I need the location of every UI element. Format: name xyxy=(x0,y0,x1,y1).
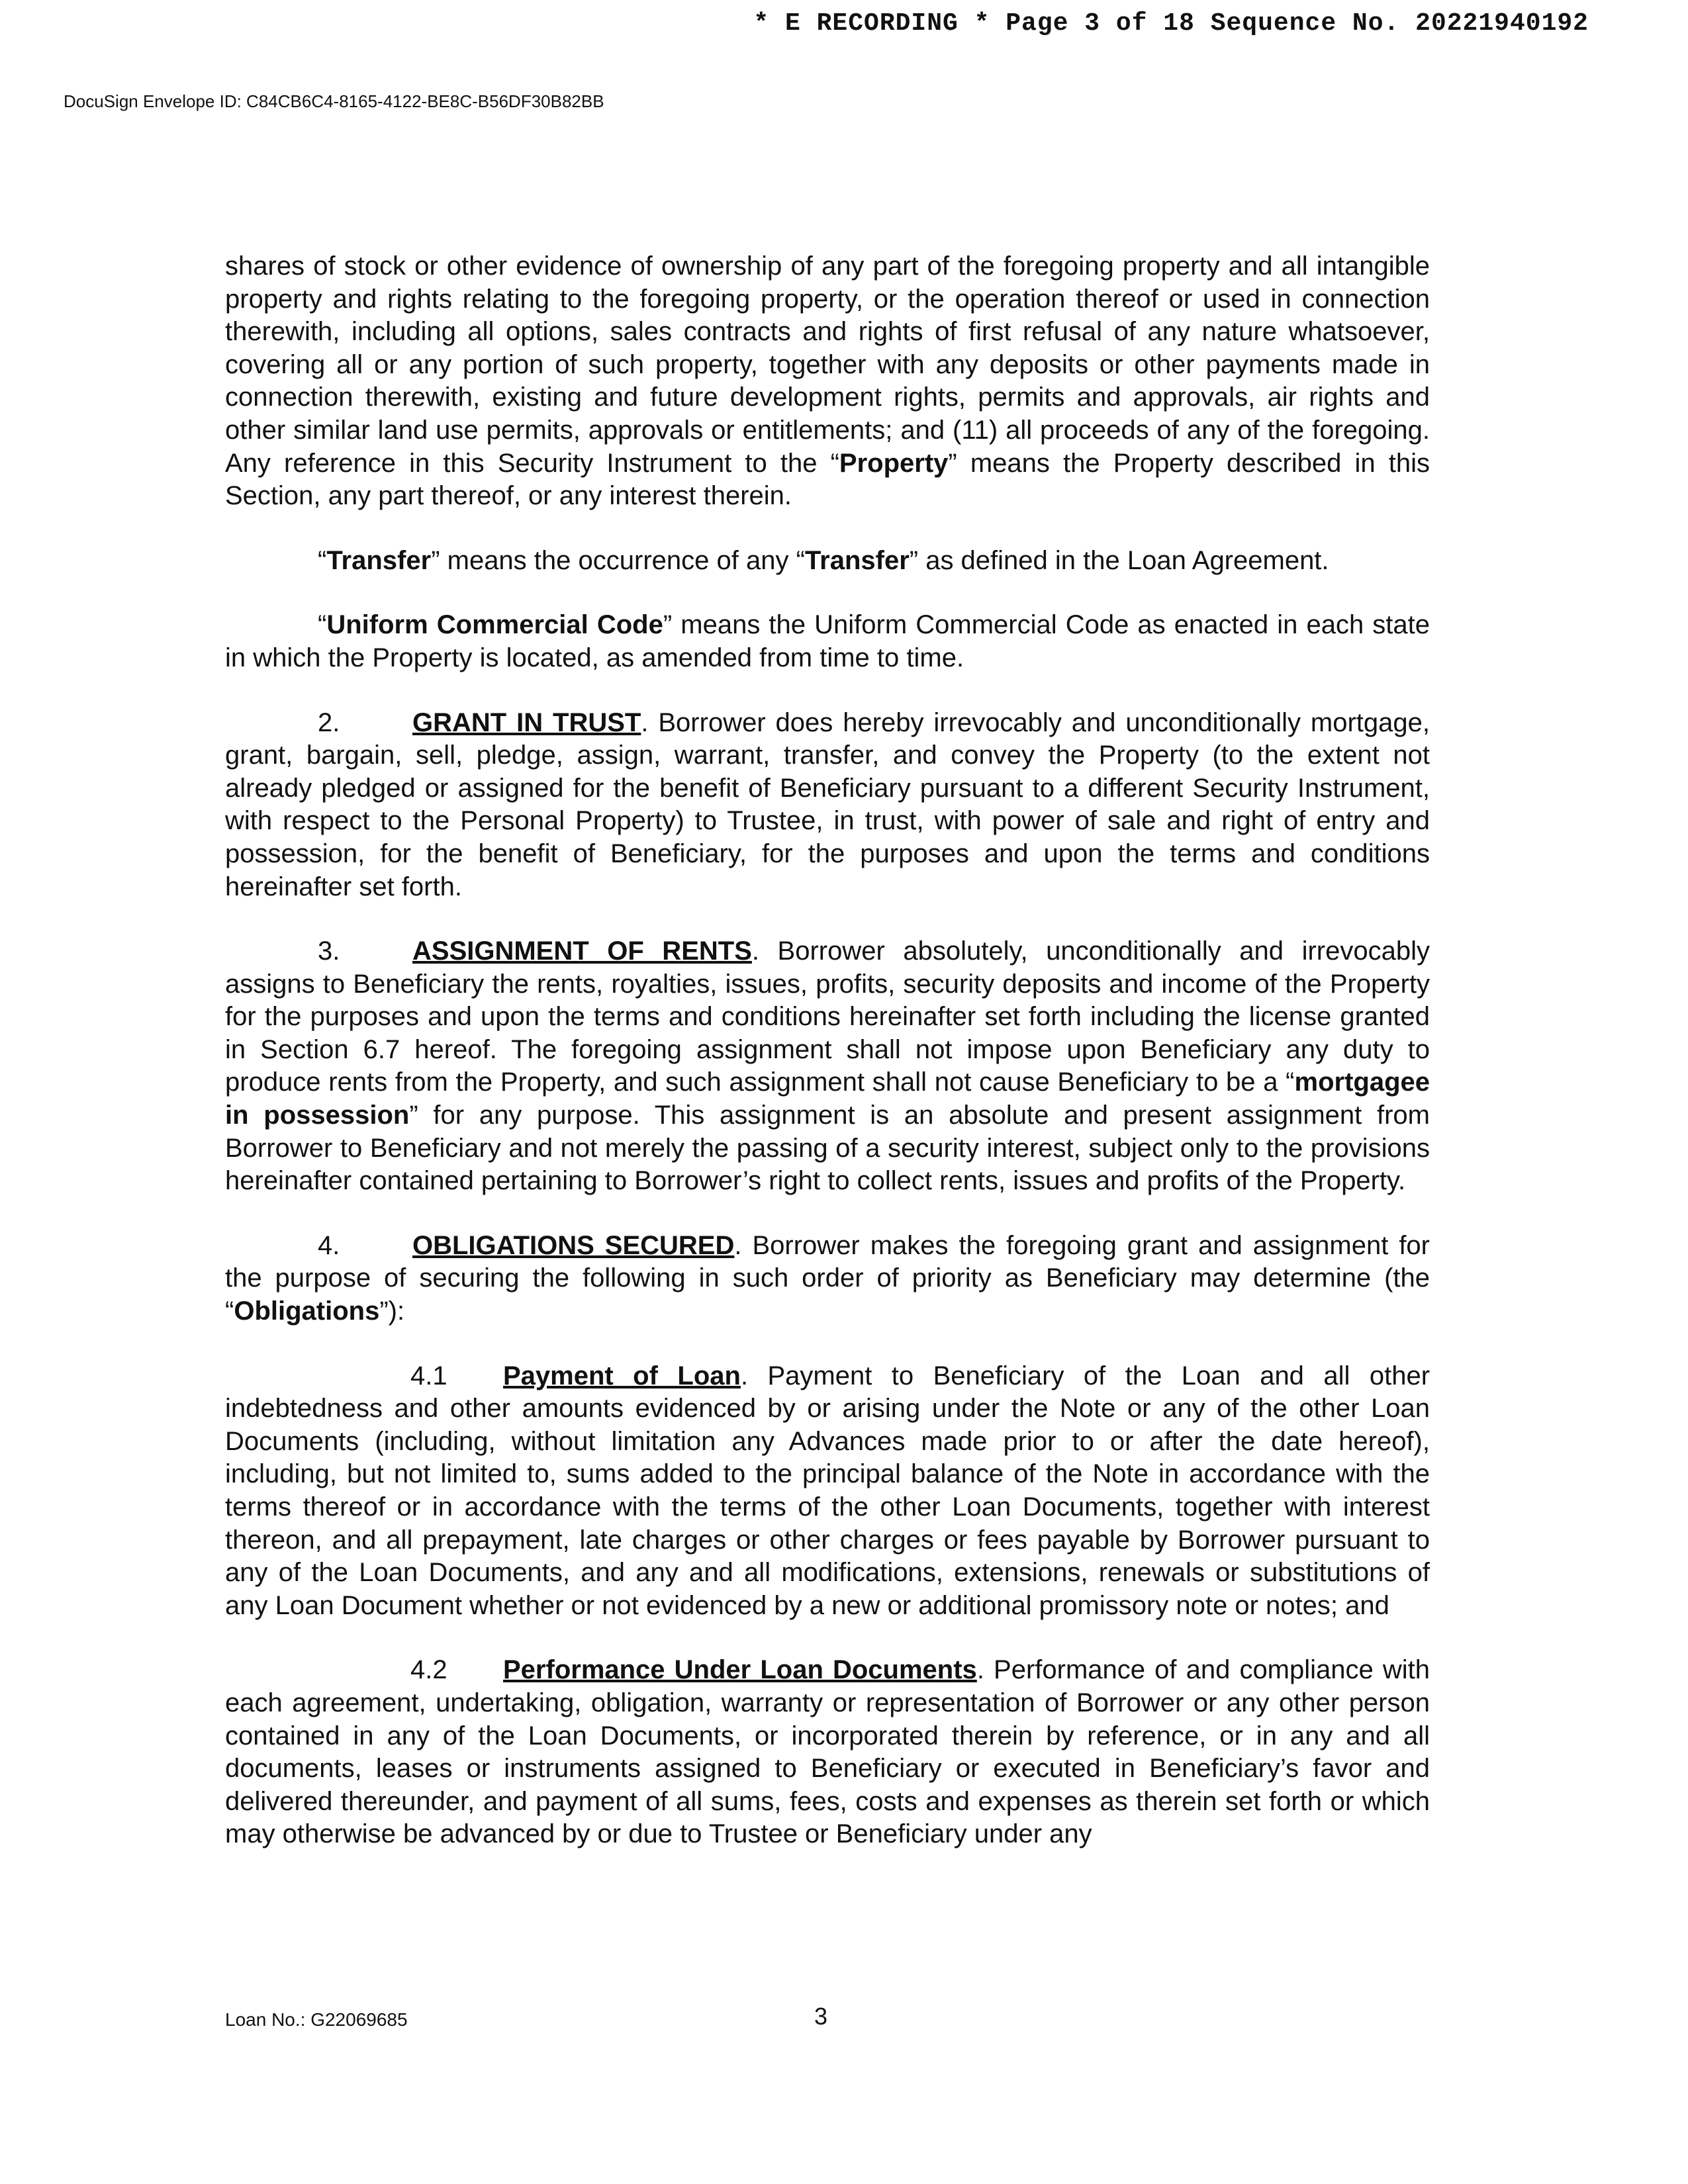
section-heading: Payment of Loan xyxy=(503,1361,741,1390)
paragraph-text: ”): xyxy=(379,1297,405,1326)
section-4-obligations-secured xyxy=(225,1230,1430,1328)
section-number: 4. xyxy=(318,1230,340,1260)
section-3-assignment-of-rents xyxy=(225,935,1430,1198)
paragraph-text: “ xyxy=(318,610,327,640)
section-2-grant-in-trust xyxy=(225,707,1430,904)
document-body xyxy=(225,250,1430,1851)
page-number: 3 xyxy=(814,2003,828,2030)
defined-term-transfer-ref: Transfer xyxy=(804,545,910,575)
paragraph-text: . Borrower makes the foregoing grant and assignment for the purpose of securing the following in such order of priority as Beneficiary may determine (the “ xyxy=(225,1230,1430,1326)
section-heading: GRANT IN TRUST xyxy=(412,707,641,737)
docusign-envelope-id: DocuSign Envelope ID: C84CB6C4-8165-4122-BE8C-B56DF30B82BB xyxy=(64,91,604,111)
paragraph-text: ” as defined in the Loan Agreement. xyxy=(909,545,1329,575)
section-number: 2. xyxy=(318,707,340,737)
paragraph-text: . Performance of and compliance with each agreement, undertaking, obligation, warranty or representation of Borrower or any other person contained in any of the Loan Documents, or incorporated therein by reference, or in any and all documents, leases or instruments assigned to Beneficiary or executed in Beneficiary’s favor and delivered thereunder, and payment of all sums, fees, costs and expenses as therein set forth or which may otherwise be advanced by or due to Trustee or Beneficiary under any xyxy=(225,1655,1430,1849)
paragraph-text: . Borrower absolutely, unconditionally and irrevocably assigns to Beneficiary the rents, royalties, issues, profits, security deposits and income of the Property for the purposes and upon the terms and conditions hereinafter set forth including the license granted in Section 6.7 hereof. The foregoing assignment shall not impose upon Beneficiary any duty to produce rents from the Property, and such assignment shall not cause Beneficiary to be a “ xyxy=(225,936,1430,1097)
paragraph-text: . Borrower does hereby irrevocably and unconditionally mortgage, grant, bargain, sell, pledge, assign, warrant, transfer, and convey the Property (to the extent not already pledged or assigned for the benefit of Beneficiary pursuant to a different Security Instrument, with respect to the Personal Property) to Trustee, in trust, with power of sale and right of entry and possession, for the benefit of Beneficiary, for the purposes and upon the terms and conditions hereinafter set forth. xyxy=(225,707,1430,901)
defined-term-property: Property xyxy=(839,448,949,478)
defined-term-obligations: Obligations xyxy=(234,1297,380,1326)
ucc-definition-paragraph xyxy=(225,609,1430,674)
defined-term-mortgagee: mortgagee in possession xyxy=(225,1068,1430,1130)
section-number: 4.2 xyxy=(410,1655,447,1685)
recording-stamp: * E RECORDING * Page 3 of 18 Sequence No. 20221940192 xyxy=(753,9,1589,38)
transfer-definition-paragraph xyxy=(225,545,1430,578)
paragraph-text: ” means the occurrence of any “ xyxy=(431,545,805,575)
defined-term-transfer: Transfer xyxy=(326,545,432,575)
paragraph-text: “ xyxy=(318,545,327,575)
paragraph-text: shares of stock or other evidence of ownership of any part of the foregoing property and all intangible property and rights relating to the foregoing property, or the operation thereof or used in connection therewith, including all options, sales contracts and rights of first refusal of any nature whatsoever, covering all or any portion of such property, together with any deposits or other payments made in connection therewith, existing and future development rights, permits and approvals, air rights and other similar land use permits, approvals or entitlements; and (11) all proceeds of any of the foregoing. Any reference in this Security Instrument to the “ xyxy=(225,251,1430,478)
property-definition-paragraph xyxy=(225,250,1430,513)
section-4-1-payment-of-loan xyxy=(225,1360,1430,1623)
paragraph-text: . Payment to Beneficiary of the Loan and all other indebtedness and other amounts evidenced by or arising under the Note or any of the other Loan Documents (including, without limitation any Advances made prior to or after the date hereof), including, but not limited to, sums added to the principal balance of the Note in accordance with the terms thereof or in accordance with the terms of the other Loan Documents, together with interest thereon, and all prepayment, late charges or other charges or fees payable by Borrower pursuant to any of the Loan Documents, and any and all modifications, extensions, renewals or substitutions of any Loan Document whether or not evidenced by a new or additional promissory note or notes; and xyxy=(225,1361,1430,1620)
section-number: 4.1 xyxy=(410,1361,447,1390)
defined-term-ucc: Uniform Commercial Code xyxy=(326,610,663,640)
paragraph-text: ” means the Uniform Commercial Code as enacted in each state in which the Property is located, as amended from time to time. xyxy=(225,610,1430,672)
paragraph-text: ” for any purpose. This assignment is an absolute and present assignment from Borrower to Beneficiary and not merely the passing of a security interest, subject only to the provisions hereinafter contained pertaining to Borrower’s right to collect rents, issues and profits of the Property. xyxy=(225,1101,1430,1196)
section-number: 3. xyxy=(318,936,340,966)
section-heading: Performance Under Loan Documents xyxy=(503,1655,977,1685)
footer-loan-number: Loan No.: G22069685 xyxy=(225,2009,408,2030)
section-heading: ASSIGNMENT OF RENTS xyxy=(412,936,752,966)
paragraph-text: ” means the Property described in this Section, any part thereof, or any interest therein. xyxy=(225,448,1430,511)
section-4-2-performance xyxy=(225,1654,1430,1851)
section-heading: OBLIGATIONS SECURED xyxy=(412,1230,735,1260)
